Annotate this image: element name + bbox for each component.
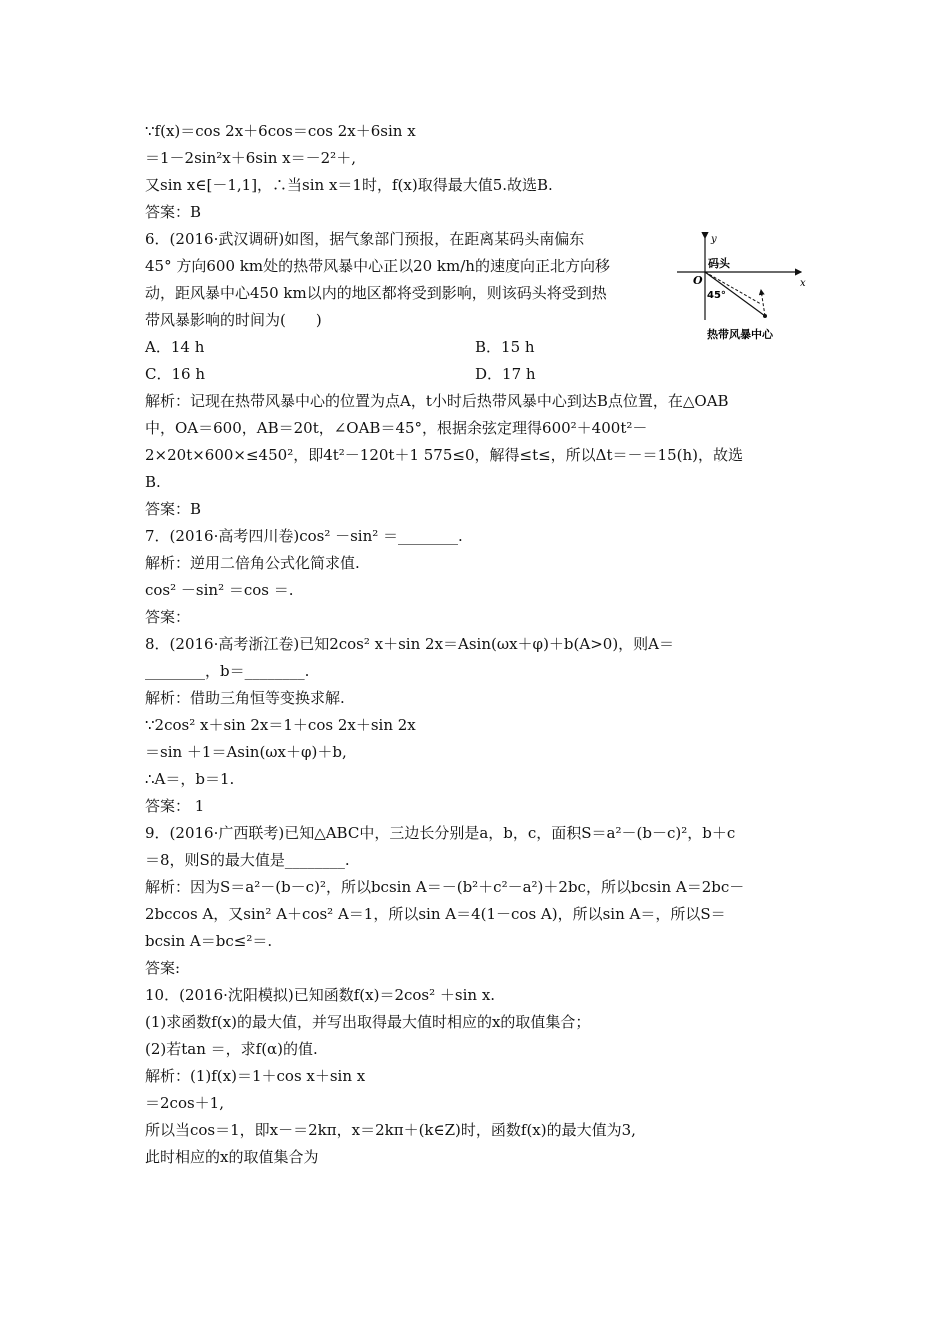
text-line: (2)若tan ＝，求f(α)的值.: [145, 1040, 318, 1058]
text-line: 7．(2016·高考四川卷)cos² －sin² ＝________.: [145, 527, 463, 545]
typhoon-diagram: [675, 230, 810, 348]
angle-label: 45°: [707, 290, 726, 301]
answer-line: 答案： 1: [145, 797, 205, 815]
answer-line: 答案：: [145, 608, 191, 626]
text-line: 6．(2016·武汉调研)如图，据气象部门预报，在距离某码头南偏东: [145, 230, 585, 248]
text-line: 10．(2016·沈阳模拟)已知函数f(x)＝2cos² ＋sin x.: [145, 986, 496, 1004]
choice-d: D．17 h: [475, 365, 536, 383]
storm-center-point: [763, 314, 767, 318]
choice-b: B．15 h: [475, 338, 535, 356]
answer-line: 答案：B: [145, 203, 202, 221]
text-line: 8．(2016·高考浙江卷)已知2cos² x＋sin 2x＝Asin(ωx＋φ)＋b(A>0)，则A＝: [145, 635, 675, 653]
text-line: 解析：(1)f(x)＝1＋cos x＋sin x: [145, 1067, 366, 1085]
text-line: 9．(2016·广西联考)已知△ABC中，三边长分别是a，b，c，面积S＝a²－(b－c)²，b＋c: [145, 824, 736, 842]
text-line: ＝8，则S的最大值是________.: [145, 851, 350, 869]
y-axis-label: y: [711, 234, 717, 245]
text-line: 2×20t×600×≤450²，即4t²－120t＋1 575≤0，解得≤t≤，所以Δt＝－＝15(h)，故选: [145, 446, 743, 464]
text-line: ＝2cos＋1,: [145, 1094, 224, 1112]
x-axis-label: x: [800, 278, 806, 289]
text-line: ∵f(x)＝cos 2x＋6cos＝cos 2x＋6sin x: [145, 122, 416, 140]
answer-line: 答案：B: [145, 500, 202, 518]
text-line: cos² －sin² ＝cos ＝.: [145, 581, 294, 599]
q10: [145, 982, 815, 1171]
q6-figure: [675, 230, 810, 348]
origin-label: O: [693, 274, 703, 287]
text-line: 带风暴影响的时间为( ): [145, 311, 322, 329]
text-line: ________，b＝________.: [145, 662, 310, 680]
text-line: ∵2cos² x＋sin 2x＝1＋cos 2x＋sin 2x: [145, 716, 416, 734]
text-line: 所以当cos＝1，即x－＝2kπ，x＝2kπ＋(k∈Z)时，函数f(x)的最大值为3,: [145, 1121, 636, 1139]
document-page: [145, 118, 815, 1171]
choice-c: C．16 h: [145, 365, 205, 383]
text-line: 中，OA＝600，AB＝20t，∠OAB＝45°，根据余弦定理得600²＋400t²－: [145, 419, 648, 437]
q8: [145, 631, 815, 820]
text-line: 2bccos A，又sin² A＋cos² A＝1，所以sin A＝4(1－cos A)，所以sin A＝，所以S＝: [145, 905, 726, 923]
text-line: ∴A＝，b＝1.: [145, 770, 235, 788]
text-line: 解析：因为S＝a²－(b－c)²，所以bcsin A＝－(b²＋c²－a²)＋2bc，所以bcsin A＝2bc－: [145, 878, 745, 896]
text-line: 解析：逆用二倍角公式化简求值.: [145, 554, 360, 572]
text-line: (1)求函数f(x)的最大值，并写出取得最大值时相应的x的取值集合；: [145, 1013, 591, 1031]
answer-line: 答案:: [145, 959, 181, 977]
text-line: 45° 方向600 km处的热带风暴中心正以20 km/h的速度向正北方向移: [145, 257, 610, 275]
storm-center-label: 热带风暴中心: [707, 328, 773, 341]
north-movement-arrow: [761, 290, 765, 316]
text-line: 解析：借助三角恒等变换求解.: [145, 689, 345, 707]
text-line: 解析：记现在热带风暴中心的位置为点A，t小时后热带风暴中心到达B点位置，在△OAB: [145, 392, 729, 410]
text-line: 此时相应的x的取值集合为: [145, 1148, 319, 1166]
q9: [145, 820, 815, 982]
dock-label: 码头: [708, 257, 730, 270]
text-line: bcsin A＝bc≤²＝.: [145, 932, 273, 950]
text-line: 又sin x∈[－1,1]，∴当sin x＝1时，f(x)取得最大值5.故选B.: [145, 176, 553, 194]
q5-solution-tail: [145, 118, 815, 226]
text-line: ＝sin ＋1＝Asin(ωx＋φ)＋b,: [145, 743, 347, 761]
choice-a: A．14 h: [145, 338, 205, 356]
text-line: B.: [145, 473, 161, 491]
q6-choices-row-2: [145, 361, 815, 388]
q7: [145, 523, 815, 631]
text-line: ＝1－2sin²x＋6sin x＝－2²＋,: [145, 149, 356, 167]
text-line: 动，距风暴中心450 km以内的地区都将受到影响，则该码头将受到热: [145, 284, 607, 302]
q6-analysis: [145, 388, 815, 523]
